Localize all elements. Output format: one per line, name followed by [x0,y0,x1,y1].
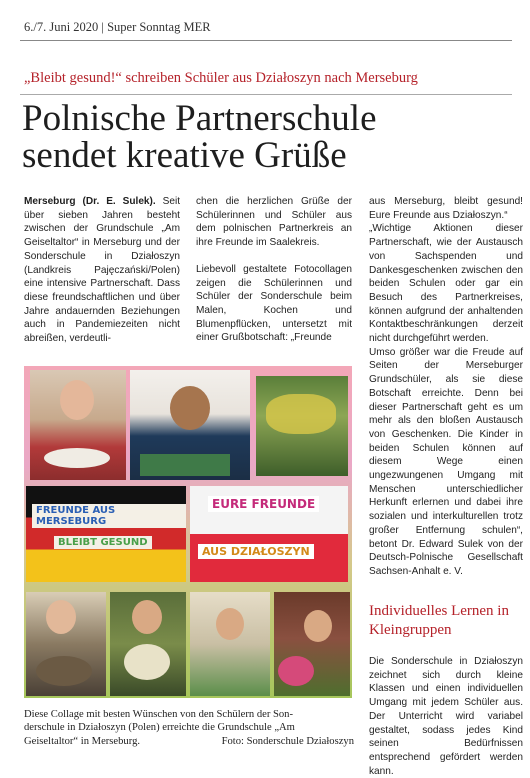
column-3-paragraph-3: Umso größer war die Freude auf Seiten der Merseburger Grundschüler, als sie diese Botschaft erreichte. Denn bei dieser Partnerschaft geht es um mehr als den bloßen Austausch von Geschenken. Die Kinder in beiden Schulen können auf diesem Wege einen ungezwungenen Umgang mit Menschen unterschiedlicher Herkunft erlernen und dabei ihre sozialen und interkulturellen trotz großer Entfernung schulen“, betont Dr. Edward Sulek von der Deutsch-Polnische Gesellschaft Sachsen-Anhalt e. V. [369,346,523,577]
photo-credit: Foto: Sonderschule Działoszyn [221,735,354,747]
collage-photo-girl-painting [130,370,250,480]
article-headline [22,100,512,174]
article-column-3 [369,195,523,579]
collage-photo-boy-drawing [190,592,270,696]
top-rule [20,40,512,41]
byline: Merseburg (Dr. E. Sulek). [24,196,156,207]
photo-caption [24,708,354,748]
headline-line-2: sendet kreative Grüße [22,135,347,176]
article-column-1 [24,195,180,346]
headline-line-1: Polnische Partnerschule [22,98,377,139]
sign-freunde-aus-merseburg: FREUNDE AUS MERSEBURG [32,504,186,528]
column-3-paragraph-2: „Wichtige Aktionen dieser Partnerschaft, wie der Austausch von Sachspenden und Dankesgeschenken zwischen den beiden Schulen oder gar ein Besuch des Partnerkreises, können aufgrund der anhaltenden Kontaktbeschränkungen derzeit nicht durchgeführt werden. [369,223,523,345]
caption-line-3: Geiseltaltor“ in Merseburg. [24,735,141,747]
kicker-rule [20,94,512,95]
dateline: 6./7. Juni 2020 | Super Sonntag MER [24,20,211,34]
column-3-paragraph-1: aus Merseburg, bleibt gesund! Eure Freunde aus Działoszyn.“ [369,196,523,221]
caption-line-2: derschule in Działoszyn (Polen) erreichte die Grundschule „Am [24,722,295,734]
column-2-paragraph-1: chen die herzlichen Grüße der Schülerinnen und Schüler aus dem polnischen Partnerkreis an ihre Freunde im Saalekreis. [196,196,352,249]
collage-photo-boy-with-flowers [110,592,186,696]
sign-eure-freunde: EURE FREUNDE [208,496,319,512]
caption-line-1: Diese Collage mit besten Wünschen von den Schülern der Son- [24,709,294,720]
column-1-text: Seit über sieben Jahren besteht zwischen der Grundschule „Am Geiseltaltor“ in Merseburg und der Sonderschule in Działoszyn (Landkreis Pajęczański/Polen) eine intensive Partnerschaft. Dass diese freundschaftlichen und über Jahre andauernden Beziehungen auch in Pandemiezeiten nicht abreißen, verdeutli- [24,196,180,345]
column-2-paragraph-2: Liebevoll gestaltete Fotocollagen zeigen die Schülerinnen und Schüler der Sonderschule beim Malen, Kochen und Blumenpflücken, untersetzt mit einer Grußbotschaft: „Freunde [196,263,352,344]
article-kicker: „Bleibt gesund!“ schreiben Schüler aus Działoszyn nach Merseburg [24,70,418,86]
collage-photo-boy-with-bread [26,592,106,696]
photo-collage [24,366,352,698]
column-4-text: Die Sonderschule in Działoszyn zeichnet sich durch kleine Klassen und einen individuellen Umgang mit jedem Schüler aus. Der Unterricht wird variabel gestaltet, sodass jedes Kind seinen Bedürfnissen entsprechend gefördert werden kann. [369,656,523,777]
article-column-4 [369,655,523,778]
collage-photo-flower-painting [256,376,348,476]
caption-line-3-row [24,735,354,748]
collage-photo-polish-flag-sign [190,486,348,582]
collage-photo-german-flag-sign [26,486,186,582]
article-subheading: Individuelles Lernen in Kleingruppen [369,603,509,638]
article-column-2 [196,195,352,345]
sign-bleibt-gesund: BLEIBT GESUND [54,536,152,549]
collage-photo-boy-garden [274,592,350,696]
sign-aus-dzialoszyn: AUS DZIAŁOSZYN [198,544,314,559]
collage-photo-boy-cooking [30,370,126,480]
